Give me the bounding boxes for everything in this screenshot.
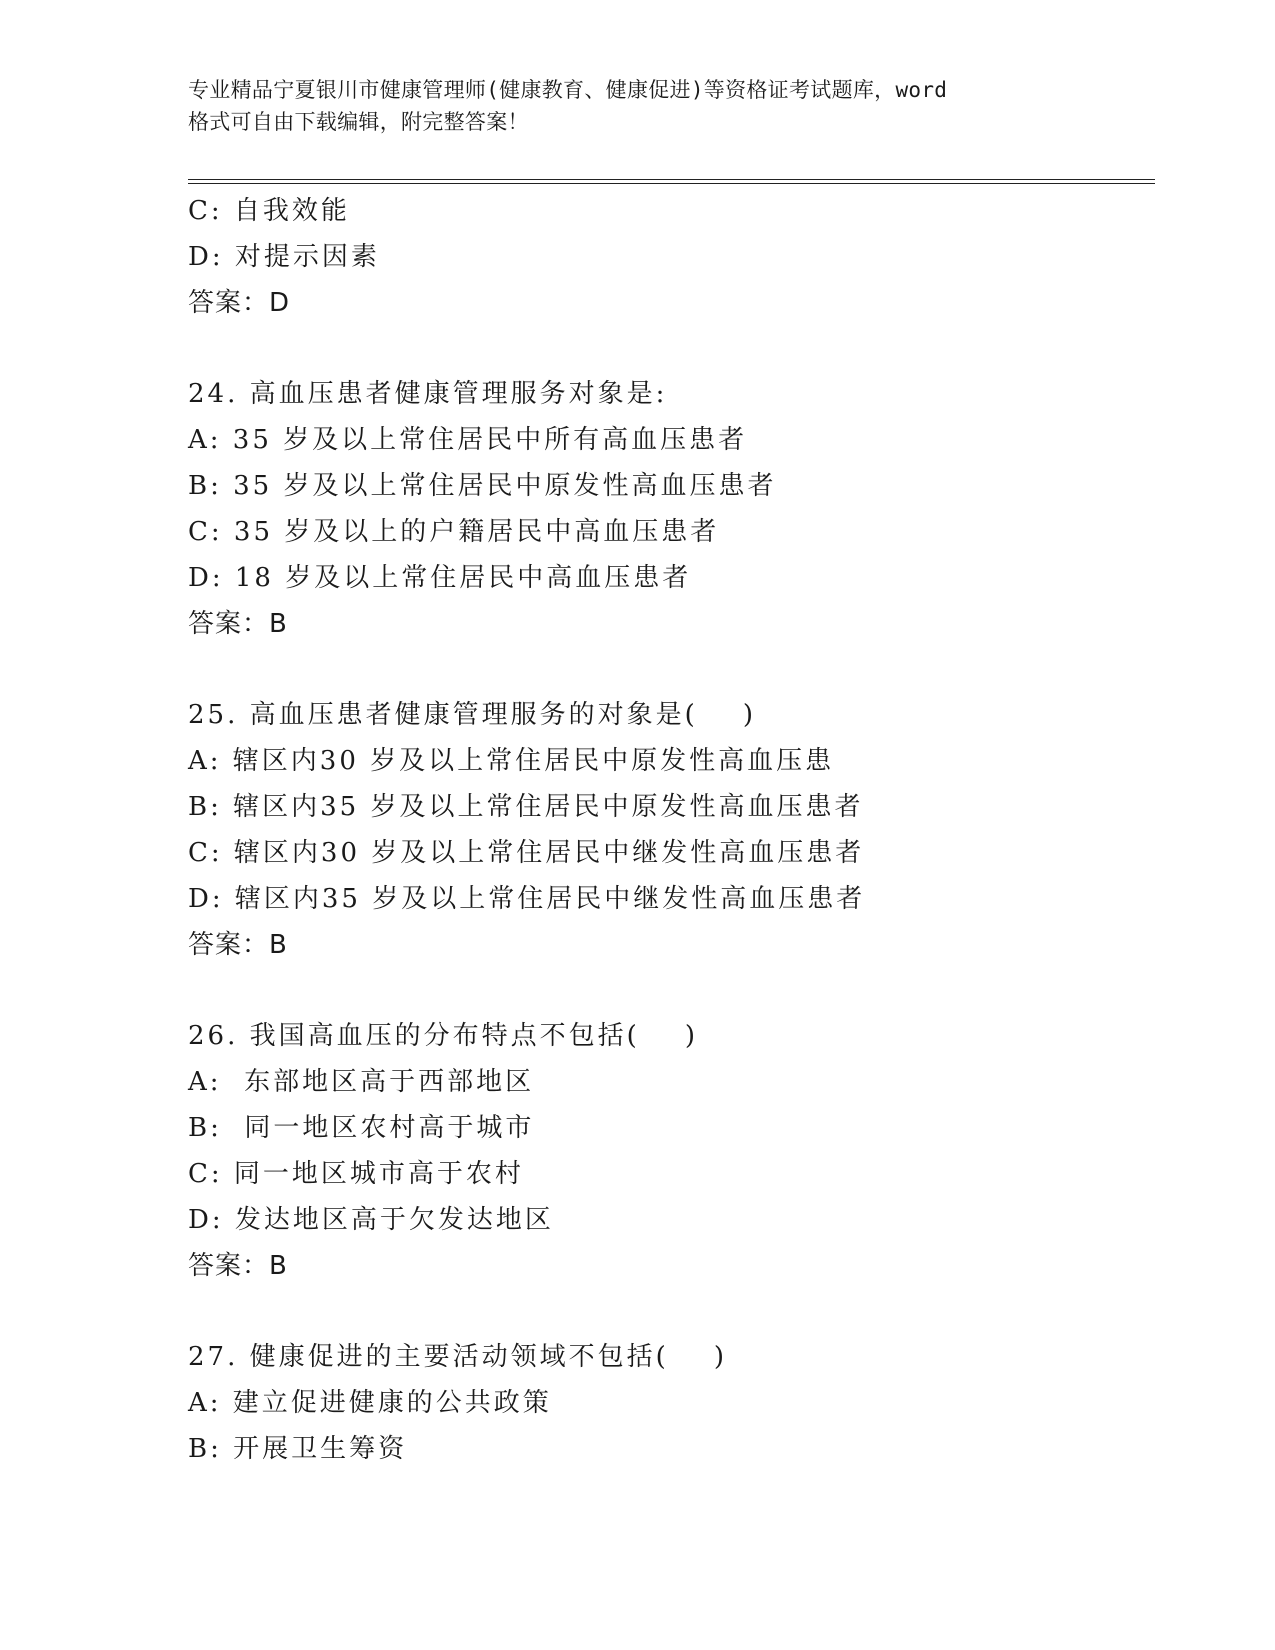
header-line-2: 格式可自由下载编辑，附完整答案！ <box>188 110 529 134</box>
option-c: C: 同一地区城市高于农村 <box>188 1159 524 1189</box>
option-b: B: 同一地区农村高于城市 <box>188 1113 535 1143</box>
question-27 <box>188 1334 1148 1472</box>
previous-question-tail <box>188 188 1148 326</box>
answer-line: 答案：D <box>188 288 291 318</box>
option-d: D: 辖区内35 岁及以上常住居民中继发性高血压患者 <box>188 884 866 914</box>
question-26 <box>188 1013 1148 1289</box>
header-divider-bottom <box>188 183 1155 184</box>
option-b: B: 辖区内35 岁及以上常住居民中原发性高血压患者 <box>188 792 864 822</box>
spacer <box>188 968 1148 1013</box>
question-stem: 25. 高血压患者健康管理服务的对象是( ) <box>188 700 756 730</box>
option-c: C: 自我效能 <box>188 196 350 226</box>
answer-line: 答案：B <box>188 609 288 639</box>
option-c: C: 辖区内30 岁及以上常住居民中继发性高血压患者 <box>188 838 865 868</box>
spacer <box>188 326 1148 371</box>
option-d: D: 发达地区高于欠发达地区 <box>188 1205 554 1235</box>
document-header <box>188 74 1068 138</box>
spacer <box>188 647 1148 692</box>
option-c: C: 35 岁及以上的户籍居民中高血压患者 <box>188 517 720 547</box>
question-stem: 24. 高血压患者健康管理服务对象是: <box>188 379 668 409</box>
option-b: B: 35 岁及以上常住居民中原发性高血压患者 <box>188 471 777 501</box>
question-stem: 27. 健康促进的主要活动领域不包括( ) <box>188 1342 727 1372</box>
header-divider-top <box>188 179 1155 180</box>
option-b: B: 开展卫生筹资 <box>188 1434 408 1464</box>
question-24 <box>188 371 1148 647</box>
question-stem: 26. 我国高血压的分布特点不包括( ) <box>188 1021 698 1051</box>
option-a: A: 35 岁及以上常住居民中所有高血压患者 <box>188 425 748 455</box>
option-a: A: 东部地区高于西部地区 <box>188 1067 535 1097</box>
option-a: A: 辖区内30 岁及以上常住居民中原发性高血压患 <box>188 746 835 776</box>
answer-line: 答案：B <box>188 1251 288 1281</box>
option-d: D: 18 岁及以上常住居民中高血压患者 <box>188 563 692 593</box>
option-d: D: 对提示因素 <box>188 242 380 272</box>
question-25 <box>188 692 1148 968</box>
option-a: A: 建立促进健康的公共政策 <box>188 1388 552 1418</box>
question-content <box>188 188 1148 1472</box>
spacer <box>188 1289 1148 1334</box>
answer-line: 答案：B <box>188 930 288 960</box>
header-line-1: 专业精品宁夏银川市健康管理师(健康教育、健康促进)等资格证考试题库，word <box>188 78 948 102</box>
